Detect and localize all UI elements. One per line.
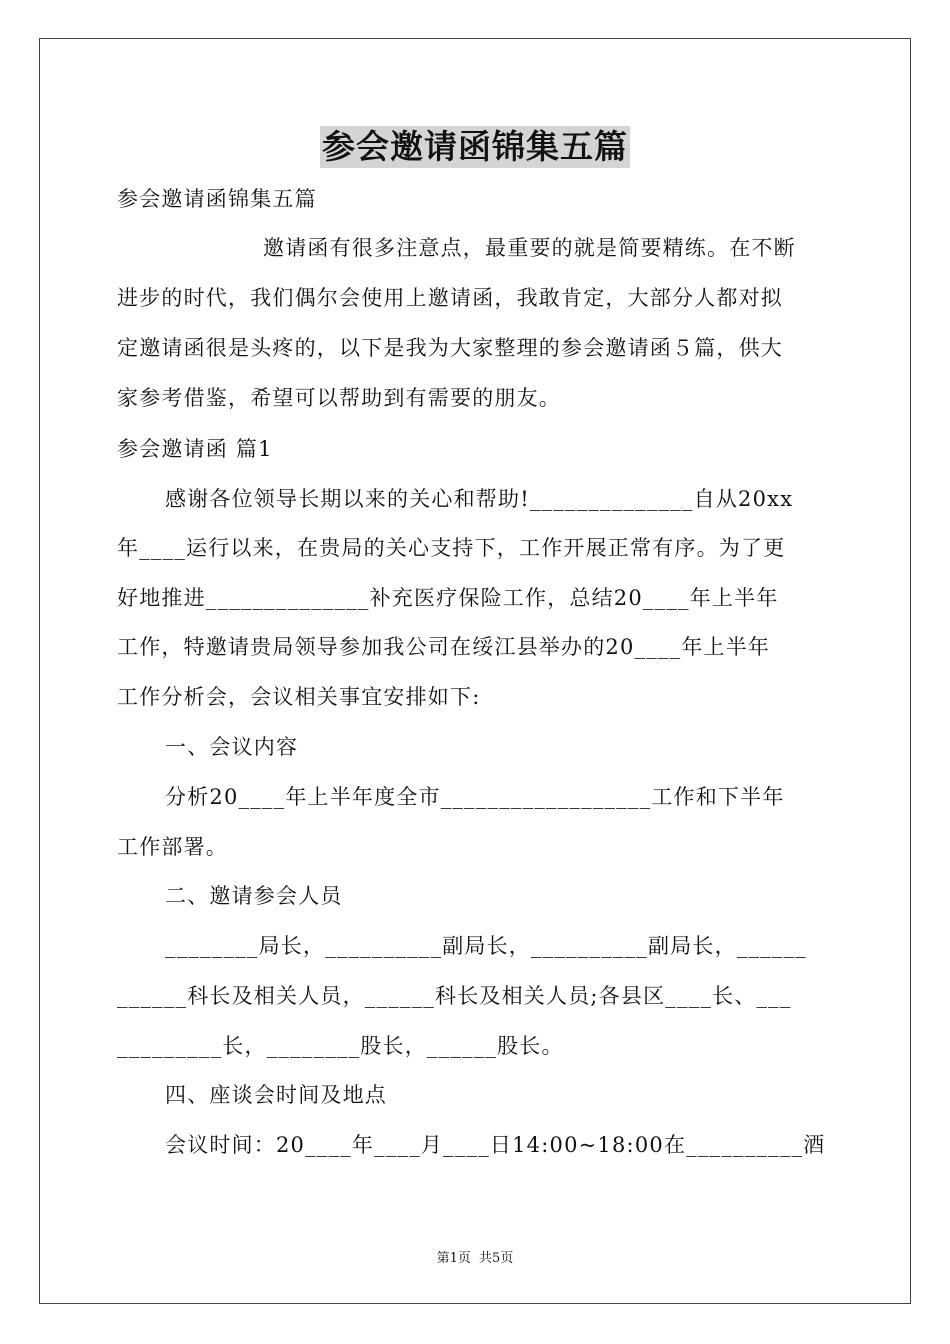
body-line-3: 好地推进______________补充医疗保险工作，总结20____年上半年 [117, 586, 779, 610]
intro-line-1: 邀请函有很多注意点，最重要的就是简要精练。在不断 [263, 236, 796, 260]
section-heading-1: 参会邀请函 篇1 [117, 437, 273, 461]
body-line-6: 分析20____年上半年度全市__________________工作和下半年 [165, 785, 785, 809]
intro-line-3: 定邀请函很是头疼的，以下是我为大家整理的参会邀请函５篇，供大 [117, 336, 783, 360]
body-line-8: ________局长，__________副局长，__________副局长，______ [165, 934, 807, 958]
page-footer: 第1页 共5页 [436, 1251, 514, 1266]
body-line-9: ______科长及相关人员，______科长及相关人员;各县区____长、___ [117, 984, 792, 1008]
document-subtitle: 参会邀请函锦集五篇 [117, 187, 317, 211]
heading-meeting-content: 一、会议内容 [165, 735, 299, 759]
body-line-4: 工作，特邀请贵局领导参加我公司在绥江县举办的20____年上半年 [117, 635, 771, 659]
body-line-11: 会议时间：20____年____月____日14:00~18:00在__________酒 [165, 1133, 826, 1157]
intro-line-2: 进步的时代，我们偶尔会使用上邀请函，我敢肯定，大部分人都对拟 [117, 286, 783, 310]
heading-invitees: 二、邀请参会人员 [165, 884, 343, 908]
body-line-2: 年____运行以来，在贵局的关心支持下，工作开展正常有序。为了更 [117, 536, 786, 560]
document-title: 参会邀请函锦集五篇 [322, 127, 628, 166]
body-line-10: _________长，________股长，______股长。 [117, 1034, 564, 1058]
body-line-1: 感谢各位领导长期以来的关心和帮助!______________自从20xx [165, 487, 794, 511]
body-line-5: 工作分析会，会议相关事宜安排如下: [117, 685, 481, 709]
body-line-7: 工作部署。 [117, 835, 228, 859]
intro-line-4: 家参考借鉴，希望可以帮助到有需要的朋友。 [117, 386, 561, 410]
page-border [39, 38, 911, 1304]
heading-time-place: 四、座谈会时间及地点 [165, 1083, 387, 1107]
